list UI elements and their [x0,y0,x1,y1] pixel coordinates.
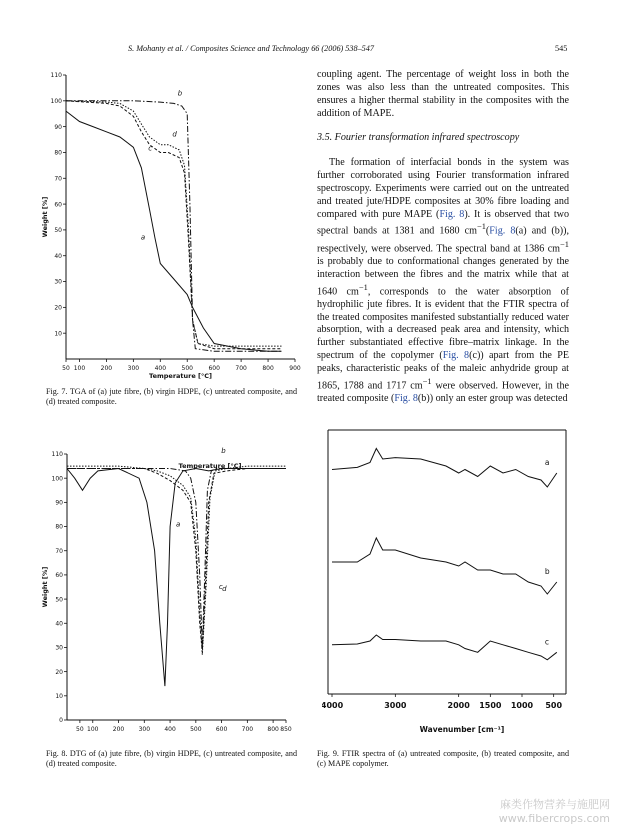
fig8-link-1[interactable]: Fig. 8 [439,208,465,220]
series-line-c [332,635,557,660]
y-tick-label: 10 [55,693,63,701]
p2-text-d: (a) and (b)), respectively, were observed. The spectral band at 1386 cm [317,225,570,254]
y-tick-label: 50 [54,227,62,235]
x-tick-label: 200 [100,365,113,372]
y-axis-title: Weight [%] [41,196,49,238]
x-tick-label: 800 [262,365,274,372]
x-tick-label: 850 [280,726,292,733]
p2-text-a: The formation of interfacial bonds in the system was further corroborated using Fourier transformation infrared spectroscopy. Experiments were carried out on the untreated and treated jute/HDPE composites at 30% fibre loading and compared with pure MAPE ( [317,157,569,220]
fig9-chart [322,426,572,738]
figure-9 [322,426,572,738]
series-label-b: b [544,567,550,576]
series-label-b: b [177,89,183,98]
x-tick-label: 100 [87,726,99,733]
x-tick-label: 800 [267,726,279,733]
y-tick-label: 40 [55,620,63,628]
running-header [0,44,620,58]
y-tick-label: 70 [55,547,63,555]
series-label-a: a [544,458,550,467]
y-tick-label: 0 [59,717,63,725]
x-tick-label: 200 [112,726,125,733]
page-number: 545 [555,44,568,53]
x-tick-label: 2000 [447,701,470,710]
fig8-chart [40,446,310,742]
series-line-a [67,469,286,687]
y-tick-label: 20 [54,304,62,312]
x-tick-label: 100 [73,365,86,372]
y-tick-label: 80 [54,149,62,157]
p2-sup-4: −1 [422,376,432,386]
x-tick-label: 4000 [322,701,344,710]
fig8-link-3[interactable]: Fig. 8 [442,350,470,362]
x-axis-title: Temperature [°C] [149,372,212,380]
x-tick-label: 400 [164,726,176,733]
x-tick-label: 400 [154,365,167,372]
series-label-c: c [148,144,153,153]
y-tick-label: 20 [55,668,63,676]
figure-7-caption: Fig. 7. TGA of (a) jute fibre, (b) virgin HDPE, (c) untreated composite, and (d) treated composite. [46,387,297,407]
y-tick-label: 80 [55,523,63,531]
y-tick-label: 100 [51,475,63,483]
y-tick-label: 70 [54,175,62,183]
series-label-a: a [140,233,146,242]
p2-text-f: , corresponds to the water absorption of hydrophilic jute fibres. It is evident that the FTIR spectra of the treated composites manifested substantially reduced water absorption, with a decreased peak area and intensity, which further substantiated effective fibre–matrix linkage. In the spectrum of the copolymer ( [317,285,569,362]
x-tick-label: 500 [190,726,202,733]
fig8-link-2[interactable]: Fig. 8 [489,225,516,237]
watermark-line-1: 麻类作物营养与施肥网 [500,798,610,811]
series-label-c: c [544,637,549,647]
p2-text-c: ( [485,225,490,237]
x-tick-label: 500 [545,701,563,710]
x-tick-label: 600 [215,726,228,733]
section-heading: 3.5. Fourier transformation infrared spectroscopy [317,132,520,144]
p2-text-i: (b)) only an ester group was detected [417,393,568,404]
y-tick-label: 30 [55,644,63,652]
y-tick-label: 110 [51,451,63,459]
x-axis-title: Temperature [°C] [178,462,242,470]
fig7-chart [40,66,310,384]
x-tick-label: 1000 [510,701,534,710]
y-tick-label: 10 [54,330,62,338]
series-line-d [67,466,286,655]
y-tick-label: 100 [50,98,62,106]
x-tick-label: 500 [181,365,193,372]
x-tick-label: 700 [235,365,247,372]
figure-7 [40,66,310,384]
x-tick-label: 700 [241,726,254,733]
y-axis-title: Weight [%] [41,566,49,608]
series-line-b [332,538,557,594]
p2-text-g: (c)) apart from the PE peaks, characteristic peaks of the maleic anhydride group at 1865, 1788 and 1717 cm [317,350,570,392]
x-tick-label: 300 [127,365,140,372]
y-tick-label: 90 [54,123,62,131]
p2-text-b: ). It is observed that two spectral bands at 1381 and 1680 cm [317,208,569,237]
x-tick-label: 300 [138,726,151,733]
x-tick-label: 50 [62,365,70,372]
p2-sup-1: −1 [476,222,486,232]
y-tick-label: 110 [50,72,62,80]
p2-sup-2: −1 [560,239,569,249]
y-tick-label: 60 [54,201,62,209]
p2-sup-3: −1 [358,282,368,292]
series-line-a [332,449,557,488]
y-tick-label: 40 [54,252,62,260]
x-tick-label: 50 [76,726,84,733]
series-line-c [67,469,286,653]
y-tick-label: 50 [55,596,63,604]
figure-9-caption: Fig. 9. FTIR spectra of (a) untreated composite, (b) treated composite, and (c) MAPE copolymer. [317,749,569,769]
fig8-link-4[interactable]: Fig. 8 [394,393,418,404]
series-label-c: c [218,583,223,592]
p2-text-h: were observed. However, in the treated composite ( [317,380,570,404]
y-tick-label: 30 [54,278,62,286]
watermark-line-2: www.fibercrops.com [498,812,610,825]
series-label-a: a [176,520,181,529]
body-text-column [317,69,569,406]
series-line-b [67,469,286,648]
series-label-d: d [172,130,177,139]
running-head: S. Mohanty et al. / Composites Science and Technology 66 (2006) 538–547 [128,44,374,53]
y-tick-label: 60 [55,572,63,580]
x-tick-label: 600 [208,365,220,372]
figure-8-caption: Fig. 8. DTG of (a) jute fibre, (b) virgin HDPE, (c) untreated composite, and (d) treated composite. [46,749,297,769]
watermark [360,796,610,825]
paragraph-1: coupling agent. The percentage of weight loss in both the zones was also less than the untreated composites. This ensures a higher thermal stability in the composites with the addition of MAPE. [317,69,569,119]
y-tick-label: 90 [55,499,63,507]
figure-8 [40,446,310,742]
x-tick-label: 1500 [479,701,502,710]
series-label-b: b [221,446,226,455]
p2-text-e: is probably due to conformational changes generated by the interaction between the fibres and the matrix while that at 1640 cm [317,255,569,297]
series-label-d: d [222,585,227,593]
paragraph-2 [317,157,569,406]
x-axis-title: Wavenumber [cm⁻¹] [419,725,505,734]
x-tick-label: 900 [289,365,301,372]
x-tick-label: 3000 [384,701,407,710]
